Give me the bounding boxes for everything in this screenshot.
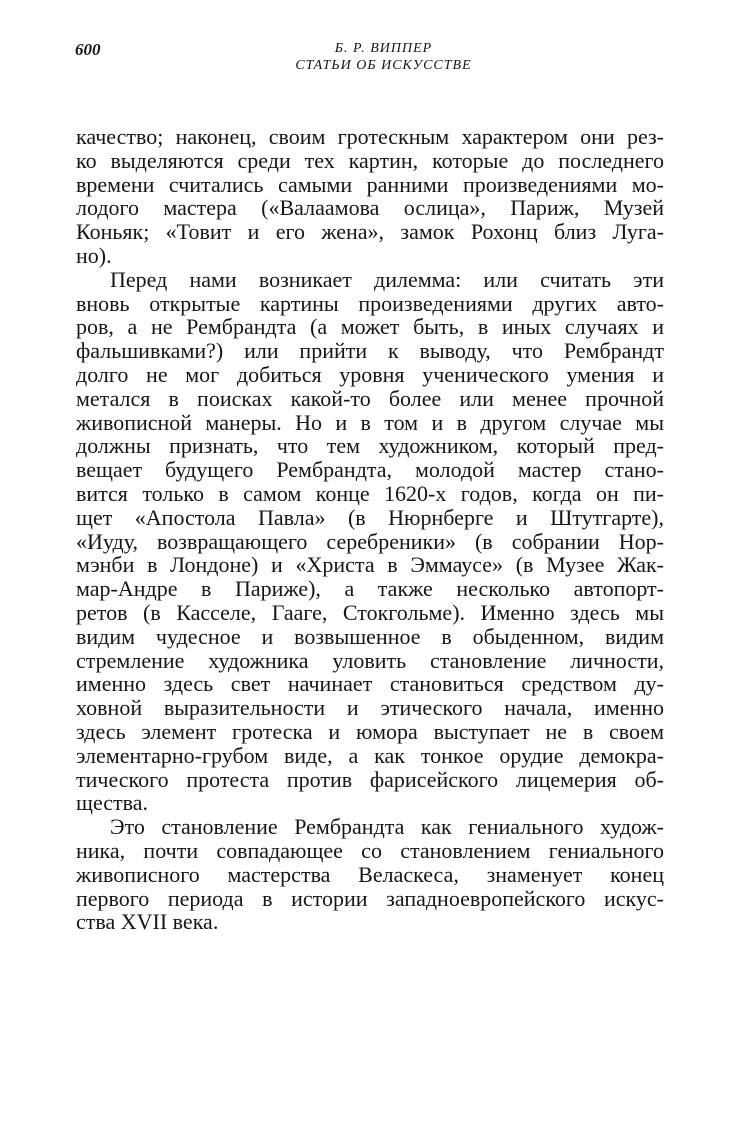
text-line: щет «Апостола Павла» (в Нюрнберге и Штутгарте), <box>76 504 664 530</box>
text-line: вновь открытые картины произведениями других авто- <box>76 290 664 316</box>
text-line: Это становление Рембрандта как гениального худож- <box>110 814 664 840</box>
paragraph <box>76 815 664 934</box>
text-line: должны признать, что тем художником, который пред- <box>76 433 664 459</box>
text-line: долго не мог добиться уровня ученического умения и <box>76 361 664 387</box>
text-line: качество; наконец, своим гротескным характером они рез- <box>76 124 664 149</box>
text-line: ров, а не Рембрандта (а может быть, в иных случаях и <box>76 314 664 340</box>
text-line: метался в поисках какой-то более или менее прочной <box>76 385 664 411</box>
text-line: но). <box>76 242 112 268</box>
text-line: лодого мастера («Валаамова ослица», Париж, Музей <box>76 195 664 221</box>
text-line: живописной манеры. Но и в том и в другом случае мы <box>76 409 664 435</box>
text-line: Коньяк; «Товит и его жена», замок Рохонц близ Луга- <box>76 219 664 245</box>
running-head-author: Б. Р. ВИППЕР <box>334 41 433 56</box>
text-line: мар-Андре в Париже), а также несколько автопорт- <box>76 576 664 602</box>
text-line: фальшивками?) или прийти к выводу, что Рембрандт <box>76 338 664 364</box>
running-head-title: СТАТЬИ ОБ ИСКУССТВЕ <box>295 58 472 73</box>
text-line: элементарно-грубом виде, а как тонкое орудие демокра- <box>76 742 664 768</box>
text-line: щества. <box>76 790 148 816</box>
text-line: ника, почти совпадающее со становлением гениального <box>76 837 664 863</box>
text-line: «Иуду, возвращающего серебреники» (в собрании Нор- <box>76 528 664 554</box>
text-line: первого периода в истории западноевропейского искус- <box>76 885 664 911</box>
running-head <box>0 40 737 74</box>
paragraph <box>76 125 664 268</box>
page-number: 600 <box>75 40 101 59</box>
text-line: мэнби в Лондоне) и «Христа в Эммаусе» (в Музее Жак- <box>76 552 664 578</box>
text-line: тического протеста против фарисейского лицемерия об- <box>76 766 664 792</box>
text-line: вещает будущего Рембрандта, молодой мастер стано- <box>76 457 664 483</box>
text-line: Перед нами возникает дилемма: или считать эти <box>110 266 664 292</box>
text-line: вится только в самом конце 1620-х годов, когда он пи- <box>76 480 664 506</box>
body-text <box>76 125 664 934</box>
text-line: именно здесь свет начинает становиться средством ду- <box>76 671 664 697</box>
text-line: ко выделяются среди тех картин, которые до последнего <box>76 147 664 173</box>
text-line: видим чудесное и возвышенное в обыденном, видим <box>76 623 664 649</box>
text-line: ретов (в Касселе, Гааге, Стокгольме). Именно здесь мы <box>76 599 664 625</box>
text-line: ства XVII века. <box>76 909 219 935</box>
text-line: здесь элемент гротеска и юмора выступает не в своем <box>76 718 664 744</box>
text-line: стремление художника уловить становление личности, <box>76 647 664 673</box>
text-line: ховной выразительности и этического начала, именно <box>76 695 664 721</box>
text-line: времени считались самыми ранними произведениями мо- <box>76 171 664 197</box>
paragraph <box>76 268 664 815</box>
text-line: живописного мастерства Веласкеса, знаменует конец <box>76 861 664 887</box>
